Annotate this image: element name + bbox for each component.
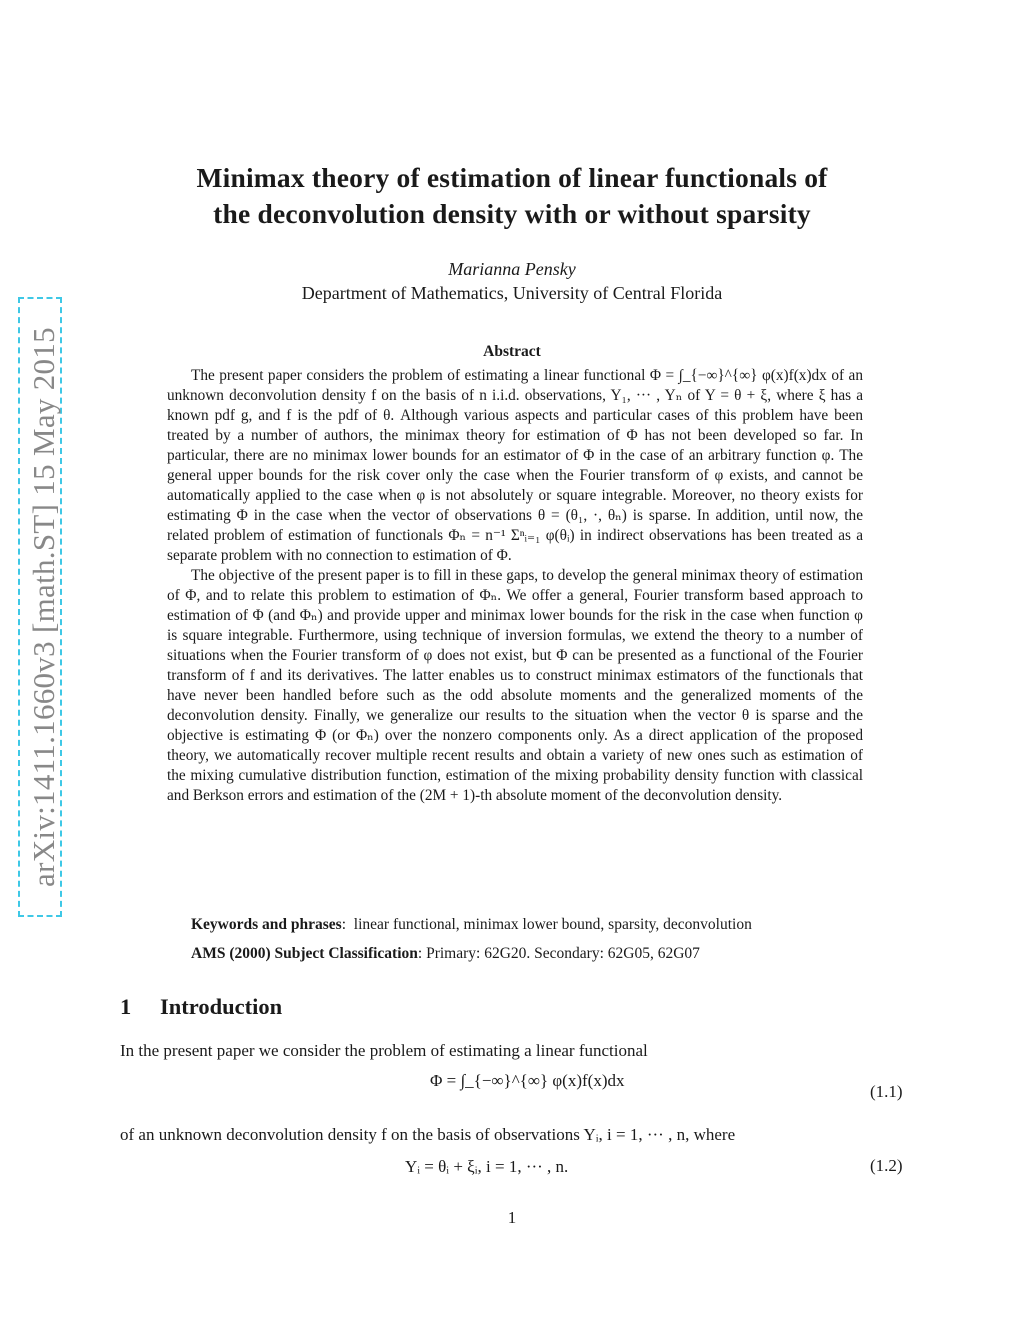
abstract-heading: Abstract bbox=[483, 343, 541, 360]
arxiv-stamp: arXiv:1411.1660v3 [math.ST] 15 May 2015 bbox=[26, 327, 61, 887]
ams-label: AMS (2000) Subject Classification bbox=[191, 945, 418, 962]
page-number: 1 bbox=[507, 1208, 517, 1227]
section-heading bbox=[120, 994, 282, 1020]
keywords-text: linear functional, minimax lower bound, sparsity, deconvolution bbox=[353, 916, 752, 933]
section-number: 1 bbox=[120, 994, 132, 1019]
equation-1-2-number: (1.2) bbox=[870, 1156, 903, 1175]
intro-text-1: In the present paper we consider the problem of estimating a linear functional bbox=[120, 1041, 648, 1060]
equation-1-2: Yᵢ = θᵢ + ξᵢ, i = 1, ··· , n. bbox=[405, 1157, 569, 1176]
keywords-label: Keywords and phrases bbox=[191, 916, 342, 933]
equation-1-1: Φ = ∫_{−∞}^{∞} φ(x)f(x)dx bbox=[430, 1071, 625, 1090]
ams-classification: AMS (2000) Subject Classification: Primary: 62G20. Secondary: 62G05, 62G07 bbox=[191, 945, 700, 962]
keywords: Keywords and phrases: linear functional, minimax lower bound, sparsity, deconvolution bbox=[191, 916, 752, 933]
paper-title bbox=[100, 160, 924, 232]
affiliation: Department of Mathematics, University of Central Florida bbox=[301, 283, 723, 303]
title-line-2: the deconvolution density with or without sparsity bbox=[213, 198, 811, 229]
equation-1-1-number: (1.1) bbox=[870, 1082, 903, 1101]
title-line-1: Minimax theory of estimation of linear functionals of bbox=[196, 162, 828, 193]
author: Marianna Pensky bbox=[448, 259, 576, 279]
abstract-paragraph-2: The objective of the present paper is to fill in these gaps, to develop the general minimax theory of estimation of Φ, and to relate this problem to estimation of Φₙ. We offer a general, Fourier transform based approach to estimation of Φ (and Φₙ) and provide upper and minimax lower bounds for the risk in the case when function φ is square integrable. Furthermore, using technique of inversion formulas, we extend the theory to a number of situations when the Fourier transform of φ does not exist, but Φ can be presented as a functional of the Fourier transform of f and its derivatives. The latter enables us to construct minimax estimators of the functionals that have never been handled before such as the odd absolute moments and the generalized moments of the deconvolution density. Finally, we generalize our results to the situation when the vector θ is sparse and the objective is estimating Φ (or Φₙ) over the nonzero components only. As a direct application of the proposed theory, we automatically recover multiple recent results and obtain a variety of new ones such as estimation of the mixing cumulative distribution function, estimation of the mixing probability density function with classical and Berkson errors and estimation of the (2M + 1)-th absolute moment of the deconvolution density. bbox=[167, 567, 863, 804]
section-title: Introduction bbox=[160, 994, 283, 1019]
abstract bbox=[167, 366, 863, 806]
ams-text: Primary: 62G20. Secondary: 62G05, 62G07 bbox=[426, 945, 700, 962]
abstract-paragraph-1: The present paper considers the problem of estimating a linear functional Φ = ∫_{−∞}^{∞} φ(x)f(x)dx of an unknown deconvolution density f on the basis of n i.i.d. observations, Y₁, ··· , Yₙ of Y = θ + ξ, where ξ has a known pdf g, and f is the pdf of θ. Although various aspects and particular cases of this problem have been treated by a number of authors, the minimax theory for estimation of Φ has not been developed so far. In particular, there are no minimax lower bounds for an estimator of Φ in the case of an arbitrary function φ. The general upper bounds for the risk cover only the case when the Fourier transform of φ exists, and cannot be automatically applied to the case when φ is not absolutely or square integrable. Moreover, no theory exists for estimating Φ in the case when the vector of observations θ = (θ₁, ·, θₙ) is sparse. In addition, until now, the related problem of estimation of functionals Φₙ = n⁻¹ Σⁿᵢ₌₁ φ(θᵢ) in indirect observations has been treated as a separate problem with no connection to estimation of Φ. bbox=[167, 367, 863, 564]
intro-text-2: of an unknown deconvolution density f on the basis of observations Yᵢ, i = 1, ··· , n, where bbox=[120, 1125, 736, 1144]
